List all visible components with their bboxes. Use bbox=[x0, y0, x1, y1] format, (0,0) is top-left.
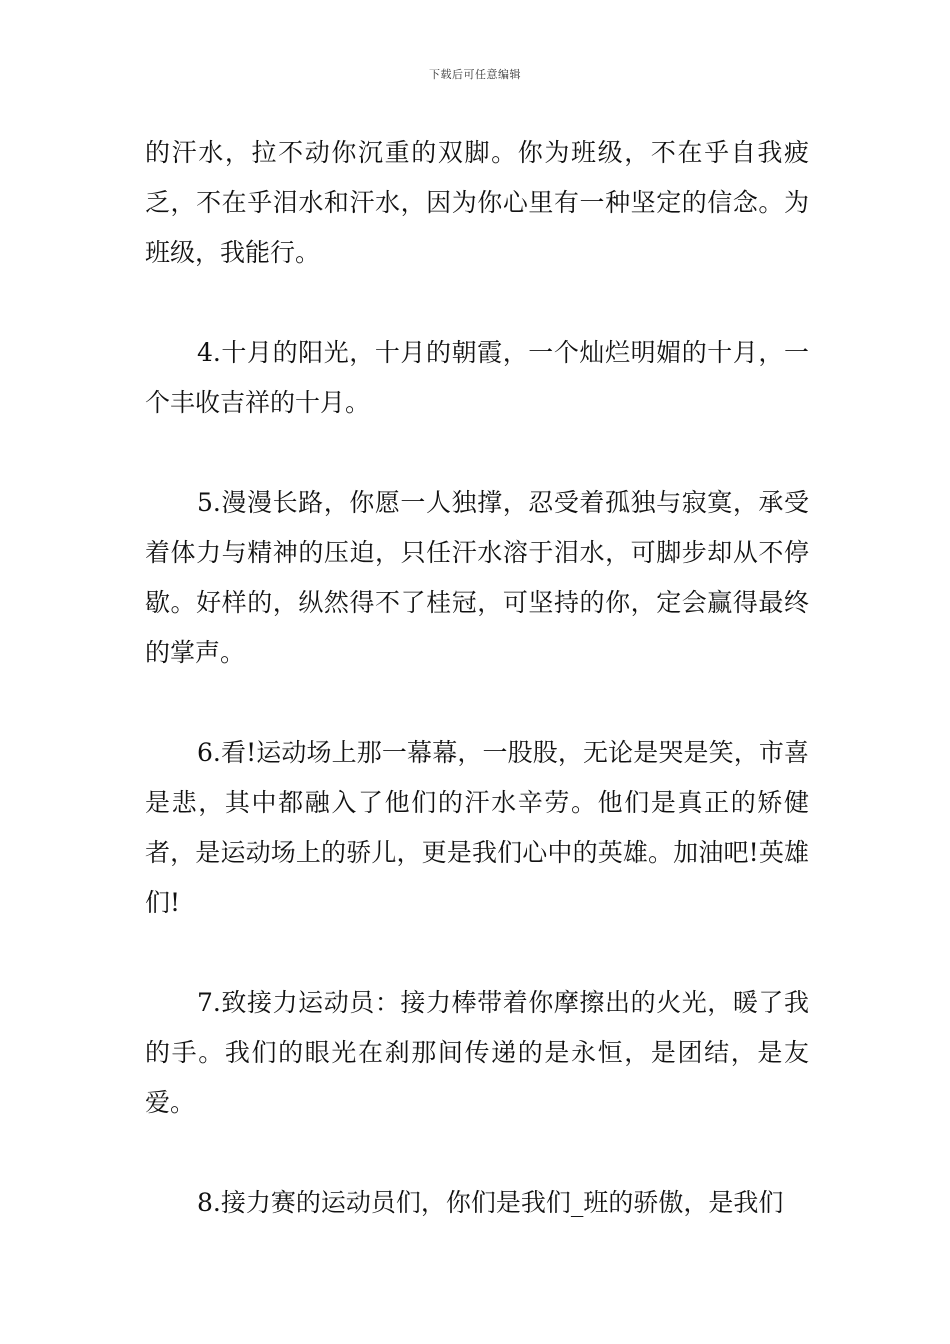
paragraph-item-8: 8.接力赛的运动员们，你们是我们_班的骄傲，是我们 bbox=[197, 1188, 784, 1217]
document-body bbox=[145, 128, 809, 1278]
paragraph-continuation: 的汗水，拉不动你沉重的双脚。你为班级，不在乎自我疲乏，不在乎泪水和汗水，因为你心里有一种坚定的信念。为班级，我能行。 bbox=[145, 138, 809, 267]
paragraph-item-7: 7.致接力运动员：接力棒带着你摩擦出的火光，暖了我的手。我们的眼光在刹那间传递的是永恒，是团结，是友爱。 bbox=[145, 988, 809, 1117]
page-header: 下载后可任意编辑 bbox=[429, 68, 521, 81]
paragraph-item-5: 5.漫漫长路，你愿一人独撑，忍受着孤独与寂寞，承受着体力与精神的压迫，只任汗水溶于泪水，可脚步却从不停歇。好样的，纵然得不了桂冠，可坚持的你，定会赢得最终的掌声。 bbox=[145, 488, 809, 667]
paragraph-item-4: 4.十月的阳光，十月的朝霞，一个灿烂明媚的十月，一个丰收吉祥的十月。 bbox=[145, 338, 809, 417]
paragraph-item-6: 6.看!运动场上那一幕幕，一股股，无论是哭是笑，市喜是悲，其中都融入了他们的汗水辛劳。他们是真正的矫健者，是运动场上的骄儿，更是我们心中的英雄。加油吧!英雄们! bbox=[145, 738, 809, 917]
